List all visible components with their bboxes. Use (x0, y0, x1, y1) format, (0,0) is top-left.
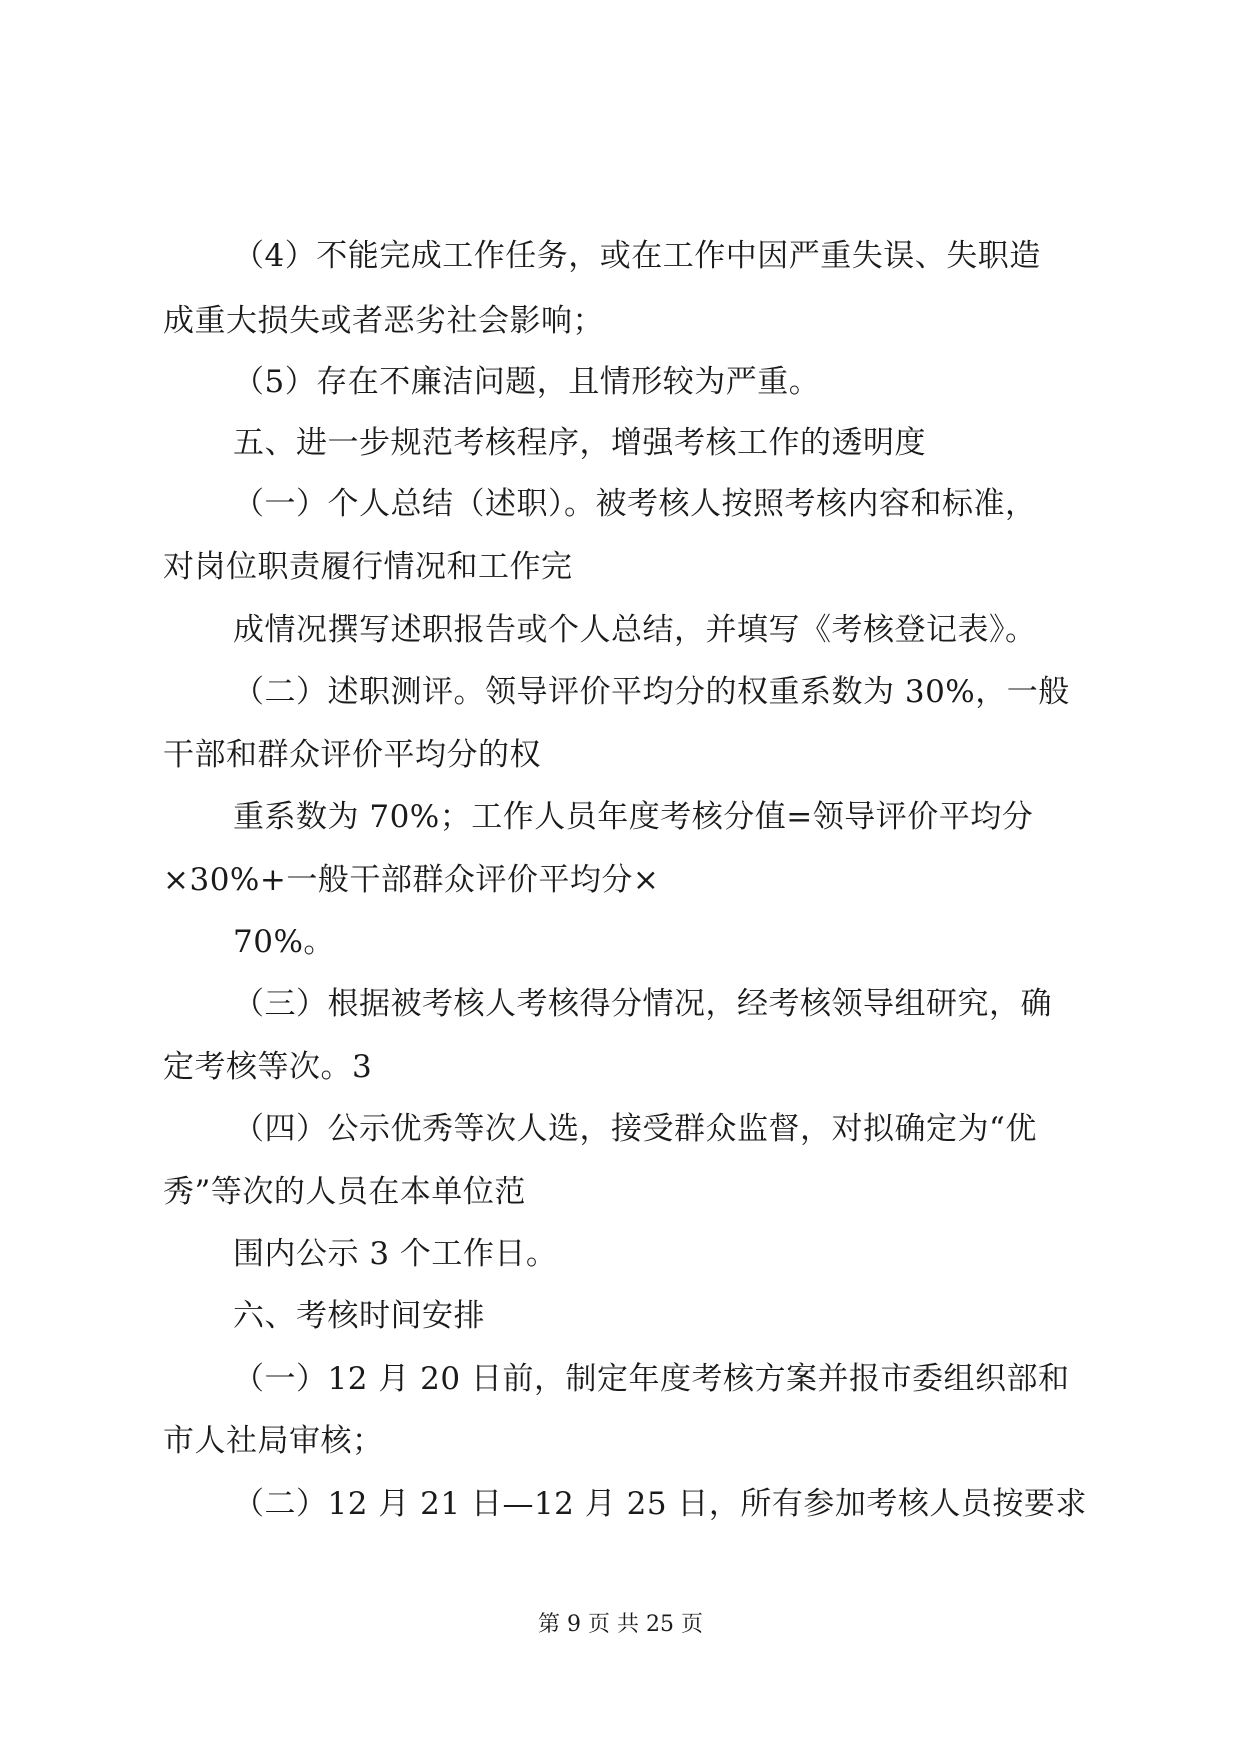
paragraph-line: （一）12 月 20 日前，制定年度考核方案并报市委组织部和 (233, 1361, 1070, 1397)
paragraph-line: 对岗位职责履行情况和工作完 (163, 549, 573, 585)
paragraph-line: （5）存在不廉洁问题，且情形较为严重。 (233, 364, 821, 400)
paragraph-line: （三）根据被考核人考核得分情况，经考核领导组研究，确 (233, 986, 1052, 1022)
paragraph-line: 围内公示 3 个工作日。 (233, 1236, 558, 1272)
section-heading: 五、进一步规范考核程序，增强考核工作的透明度 (233, 425, 926, 461)
paragraph-line: （4）不能完成工作任务，或在工作中因严重失误、失职造 (233, 238, 1041, 274)
paragraph-line: 成重大损失或者恶劣社会影响； (163, 303, 604, 339)
paragraph-line: 秀”等次的人员在本单位范 (163, 1174, 526, 1210)
paragraph-line: 70%。 (233, 924, 335, 960)
paragraph-line: （一）个人总结（述职）。被考核人按照考核内容和标准， (233, 486, 1037, 522)
paragraph-line: 重系数为 70%；工作人员年度考核分值=领导评价平均分 (233, 799, 1034, 835)
paragraph-line: 干部和群众评价平均分的权 (163, 737, 541, 773)
paragraph-line: （二）12 月 21 日—12 月 25 日，所有参加考核人员按要求 (233, 1486, 1087, 1522)
page-number-footer: 第 9 页 共 25 页 (538, 1612, 703, 1637)
paragraph-line: （四）公示优秀等次人选，接受群众监督，对拟确定为“优 (233, 1111, 1037, 1147)
paragraph-line: ×30%+一般干部群众评价平均分× (163, 862, 660, 898)
paragraph-line: （二）述职测评。领导评价平均分的权重系数为 30%，一般 (233, 674, 1070, 710)
section-heading: 六、考核时间安排 (233, 1298, 485, 1334)
paragraph-line: 成情况撰写述职报告或个人总结，并填写《考核登记表》。 (233, 612, 1037, 648)
paragraph-line: 市人社局审核； (163, 1423, 384, 1459)
paragraph-line: 定考核等次。3 (163, 1049, 373, 1085)
